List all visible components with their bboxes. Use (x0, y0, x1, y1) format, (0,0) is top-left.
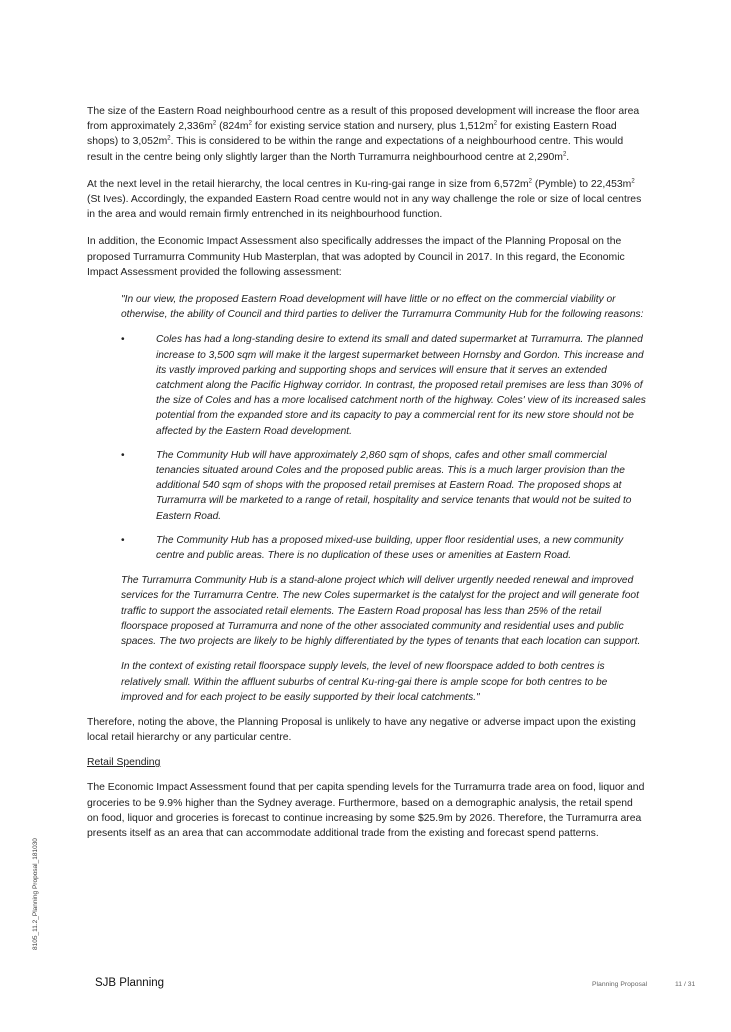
footer-document-title: Planning Proposal (592, 981, 648, 988)
bullet-icon: • (121, 449, 125, 461)
page-number: 11 / 31 (675, 981, 696, 988)
paragraph-floor-area: The size of the Eastern Road neighbourhood centre as a result of this proposed development will increase the floor area from approximately $2,336m^2$ ($824m^2$ for existing service station and nursery, plus $1,512m^2$ for existing Eastern Road shops) to $3,052m^2$. This is considered to be within the range and expectations of a neighbourhood centre. This would result in the centre being only slightly larger than the North Turramurra neighbourhood centre at $2,290m^2$. (87, 106, 640, 163)
paragraph-conclusion: Therefore, noting the above, the Planning Proposal is unlikely to have any negative or adverse impact upon the existing local retail hierarchy or any particular centre. (87, 716, 636, 744)
quote-intro: "In our view, the proposed Eastern Road development will have little or no effect on the commercial viability or otherwise, the ability of Council and third parties to deliver the Turramurra Community Hub for the following reasons: (121, 294, 644, 321)
bullet-icon: • (121, 534, 125, 546)
quote-bullet-list (121, 332, 647, 563)
document-body (87, 104, 647, 853)
list-item: • The Community Hub has a proposed mixed-use building, upper floor residential uses, a new community centre and public areas. There is no duplication of these uses or amenities at Eastern Road. (121, 534, 624, 562)
list-item: • The Community Hub will have approximately 2,860 sqm of shops, cafes and other small commercial tenancies situated around Coles and the proposed public areas. This is a much larger provision than the additional 540 sqm of shops with the proposed retail premises at Eastern Road. The proposed shops at Turramurra will be marketed to a range of retail, hospitality and service tenants that would not be suited to Eastern Road. (121, 449, 632, 522)
document-reference-code: 8105_11.2_Planning Proposal_181030 (32, 838, 39, 950)
paragraph-retail-hierarchy: At the next level in the retail hierarchy, the local centres in Ku-ring-gai range in size from $6,572m^2$ (Pymble) to $22,453m^2$ (St Ives). Accordingly, the expanded Eastern Road centre would not in any way challenge the role or size of local centres in the area and would remain firmly entrenched in its neighbourhood function. (87, 178, 642, 221)
paragraph-economic-assessment: In addition, the Economic Impact Assessment also specifically addresses the impact of the Planning Proposal on the proposed Turramurra Community Hub Masterplan, that was adopted by Council in 2017. In this regard, the Economic Impact Assessment provided the following assessment: (87, 236, 625, 278)
bullet-icon: • (121, 334, 125, 346)
list-item: • Coles has had a long-standing desire to extend its small and dated supermarket at Turramurra. The planned increase to 3,500 sqm will make it the largest supermarket between Hornsby and Gordon. This increase and its vastly improved parking and supporting shops and services will ensure that it serves an extended catchment along the Pacific Highway corridor. In contrast, the proposed retail premises are less than 30% of the size of Coles and has a more localised catchment north of the highway. Coles' view of its increased sales potential from the expanded store and its capacity to pay a commercial rent for its new store should not be affected by the Eastern Road development. (121, 334, 646, 437)
footer-brand: SJB Planning (95, 977, 165, 989)
paragraph-retail-spending: The Economic Impact Assessment found that per capita spending levels for the Turramurra trade area on food, liquor and groceries to be 9.9% higher than the Sydney average. Furthermore, based on a demographic analysis, the retail spend on food, liquor and groceries is forecast to continue increasing by some $25.9m by 2026. Therefore, the Turramurra area presents itself as an area that can accommodate additional trade from the existing and forecast spend patterns. (87, 782, 645, 839)
quote-paragraph: In the context of existing retail floorspace supply levels, the level of new floorspace added to both centres is relatively small. Within the affluent suburbs of central Ku-ring-gai there is ample scope for both centres to be improved and for each project to be easily supported by their local catchments." (121, 661, 608, 703)
section-heading: Retail Spending (87, 757, 161, 769)
quote-paragraph: The Turramurra Community Hub is a stand-alone project which will deliver urgently needed renewal and improved services for the Turramurra Centre. The new Coles supermarket is the catalyst for the project and will generate foot traffic to support the associated retail elements. The Eastern Road proposal has less than 25% of the retail floorspace proposed at Turramurra and none of the other associated community and residential uses and public spaces. The two projects are likely to be highly differentiated by the types of tenants that each location can support. (121, 575, 641, 648)
assessment-quote (121, 292, 647, 705)
